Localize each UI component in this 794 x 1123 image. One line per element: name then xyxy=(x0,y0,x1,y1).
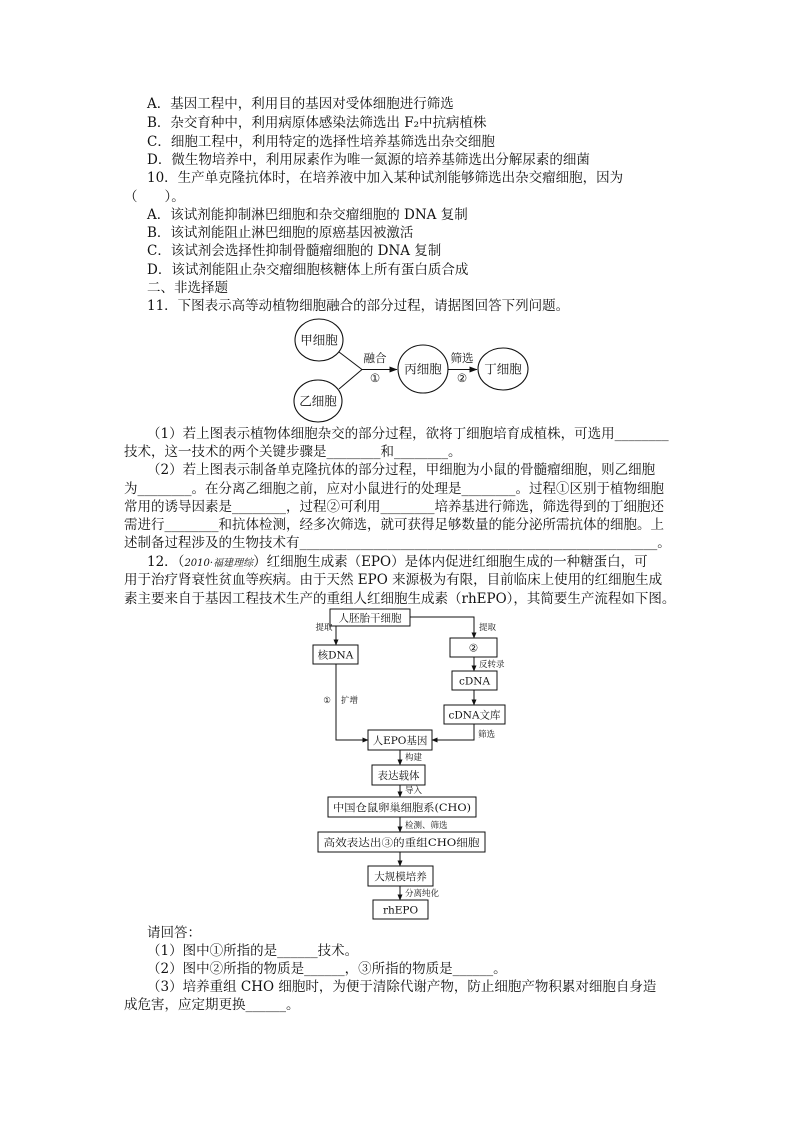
fusion-label: 融合 xyxy=(363,351,387,365)
q9-option-a: A．基因工程中，利用目的基因对受体细胞进行筛选 xyxy=(147,96,454,112)
label-construct: 构建 xyxy=(405,753,423,763)
q11-sub2-line1: （2）若上图表示制备单克隆抗体的部分过程，甲细胞为小鼠的骨髓瘤细胞，则乙细胞 xyxy=(147,462,656,478)
q10-option-d: D．该试剂能阻止杂交瘤细胞核糖体上所有蛋白质合成 xyxy=(147,262,469,278)
q11-sub2-line2: 为________。在分离乙细胞之前，应对小鼠进行的处理是________。过程①区别于植物细胞 xyxy=(124,481,664,497)
cell-jia-label: 甲细胞 xyxy=(300,332,338,348)
q12-source: 2010·福建理综 xyxy=(184,558,254,569)
box-embryonic-stem-cell-label: 人胚胎干细胞 xyxy=(338,612,402,625)
q12-sub3-line2: 成危害，应定期更换______。 xyxy=(124,997,300,1013)
cell-fusion-diagram xyxy=(280,312,540,427)
line-yi-to-fusion xyxy=(339,370,362,390)
q12-stem-text: ）红细胞生成素（EPO）是体内促进红细胞生成的一种糖蛋白，可 xyxy=(253,554,648,570)
fusion-step-number: ① xyxy=(369,371,381,385)
q10-stem: 10．生产单克隆抗体时，在培养液中加入某种试剂能够筛选出杂交瘤细胞，因为 xyxy=(147,170,624,186)
q12-stem-line1 xyxy=(147,553,648,573)
box-nuclear-dna-label: 核DNA xyxy=(317,649,354,662)
box-cho-cell-line-label: 中国仓鼠卵巢细胞系(CHO) xyxy=(333,802,462,814)
q12-stem-line2: 用于治疗肾衰性贫血等疾病。由于天然 EPO 来源极为有限，目前临床上使用的红细胞生成 xyxy=(124,572,663,588)
cell-yi-label: 乙细胞 xyxy=(299,393,337,409)
box-epo-gene-label: 人EPO基因 xyxy=(372,735,428,747)
box-expression-vector-label: 表达载体 xyxy=(377,770,420,782)
label-step-1: ① xyxy=(323,696,331,706)
label-introduce: 导入 xyxy=(405,786,423,796)
q9-option-b: B．杂交育种中，利用病原体感染法筛选出 F₂中抗病植株 xyxy=(147,115,487,131)
box-cdna-label: cDNA xyxy=(458,675,491,688)
box-substance-2-label: ② xyxy=(468,642,479,655)
q12-sub3-line1: （3）培养重组 CHO 细胞时，为便于清除代谢产物，防止细胞产物积累对细胞自身造 xyxy=(147,979,657,995)
label-extract-right: 提取 xyxy=(479,623,497,633)
q9-option-c: C．细胞工程中，利用特定的选择性培养基筛选出杂交细胞 xyxy=(147,134,495,150)
arrow-extract-right xyxy=(410,617,474,638)
q10-answer-bracket: （ ）。 xyxy=(124,189,185,205)
section-title: 二、非选择题 xyxy=(147,280,228,296)
q12-number: 12．（ xyxy=(147,554,185,570)
q9-option-d: D．微生物培养中，利用尿素作为唯一氮源的培养基筛选出分解尿素的细菌 xyxy=(147,152,590,168)
line-jia-to-fusion xyxy=(339,352,362,370)
label-purify: 分离纯化 xyxy=(405,889,440,899)
box-recombinant-cho-label: 高效表达出③的重组CHO细胞 xyxy=(323,837,465,849)
q11-stem: 11．下图表示高等动植物细胞融合的部分过程，请据图回答下列问题。 xyxy=(147,298,570,314)
q12-sub1: （1）图中①所指的是______技术。 xyxy=(147,943,359,959)
q11-sub1-line2: 技术，这一技术的两个关键步骤是________和________。 xyxy=(124,444,462,460)
screening-label: 筛选 xyxy=(450,351,474,365)
label-screen: 筛选 xyxy=(478,730,496,740)
q12-sub2: （2）图中②所指的物质是______，③所指的物质是______。 xyxy=(147,961,507,977)
label-amplify: 扩增 xyxy=(341,696,359,706)
q10-option-a: A．该试剂能抑制淋巴细胞和杂交瘤细胞的 DNA 复制 xyxy=(147,207,468,223)
cell-bing-label: 丙细胞 xyxy=(404,361,442,377)
box-large-scale-culture-label: 大规模培养 xyxy=(374,871,427,883)
q11-sub2-line3: 常用的诱导因素是________，过程②可利用________培养基进行筛选，筛选得到的丁细胞还 xyxy=(124,499,664,515)
q10-option-b: B．该试剂能阻止淋巴细胞的原癌基因被激活 xyxy=(147,225,414,241)
q11-sub2-line5: 述制备过程涉及的生物技术有_____________________________________________________。 xyxy=(124,535,671,551)
label-extract-left: 提取 xyxy=(315,623,333,633)
box-cdna-library-label: cDNA文库 xyxy=(448,709,501,722)
label-reverse-transcription: 反转录 xyxy=(479,660,505,670)
label-detect-screen: 检测、筛选 xyxy=(405,821,448,831)
screening-step-number: ② xyxy=(456,371,468,385)
q12-answer-prompt: 请回答： xyxy=(147,925,201,941)
q11-sub1-line1: （1）若上图表示植物体细胞杂交的部分过程，欲将丁细胞培育成植株，可选用________ xyxy=(147,426,669,442)
q12-stem-line3: 素主要来自于基因工程技术生产的重组人红细胞生成素（rhEPO），其简要生产流程如下图。 xyxy=(124,591,676,607)
epo-production-flowchart xyxy=(300,600,530,925)
q11-sub2-line4: 需进行________和抗体检测，经多次筛选，就可获得足够数量的能分泌所需抗体的细胞。上 xyxy=(124,517,664,533)
q10-option-c: C．该试剂会选择性抑制骨髓瘤细胞的 DNA 复制 xyxy=(147,243,442,259)
box-rhepo-label: rhEPO xyxy=(382,904,419,917)
arrow-screen xyxy=(432,724,474,740)
cell-ding-label: 丁细胞 xyxy=(484,361,522,377)
